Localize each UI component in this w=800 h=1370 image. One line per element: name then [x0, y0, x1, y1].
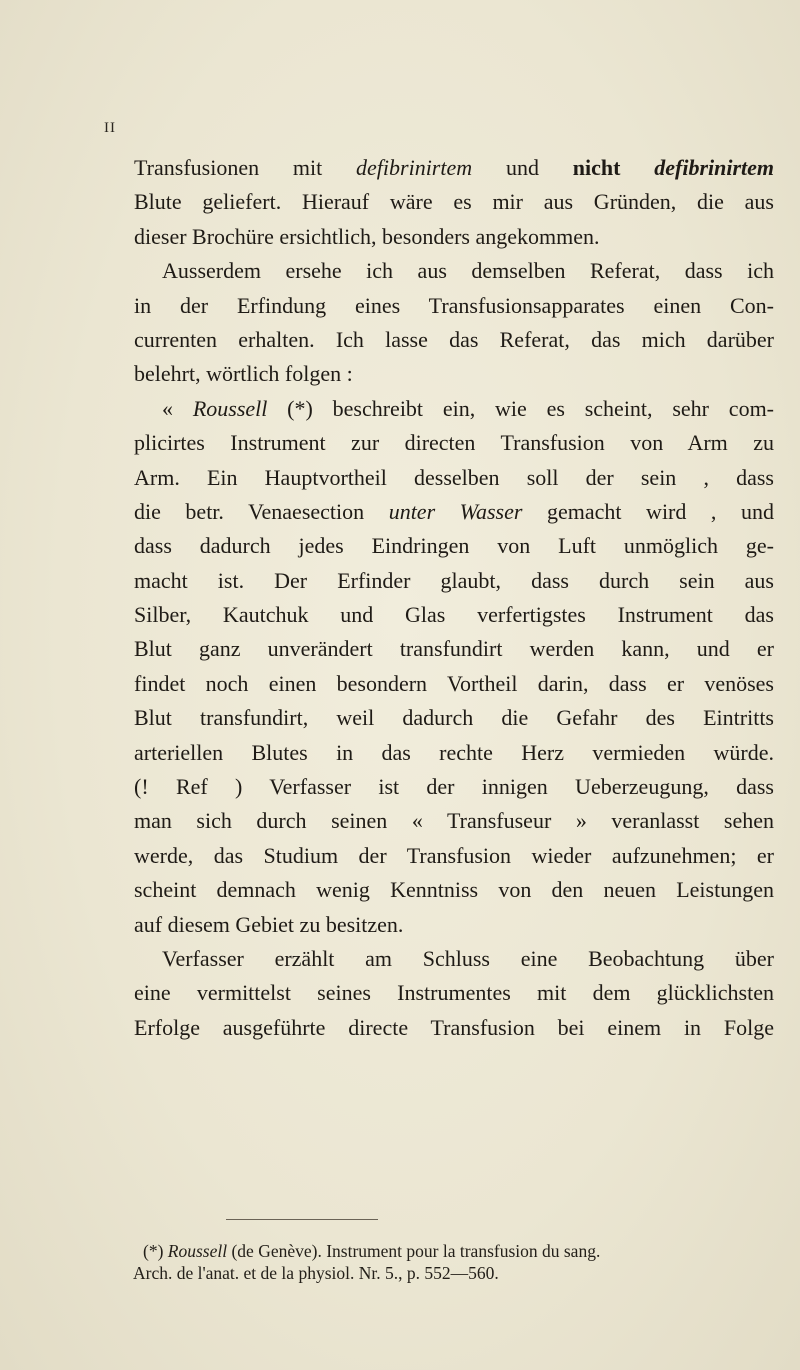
text-run: eine vermittelst seines Instrumentes mit dem glücklichsten [134, 980, 774, 1006]
text-run: findet noch einen besondern Vortheil darin, dass er venöses [134, 670, 774, 696]
text-line [134, 392, 774, 426]
text-line [134, 736, 774, 770]
text-line [134, 564, 774, 598]
text-line [134, 804, 774, 838]
footnote-divider [226, 1219, 378, 1220]
text-run: unter Wasser [388, 498, 523, 524]
text-run: gemacht wird , und [522, 498, 774, 524]
text-run: plicirtes Instrument zur directen Transfusion von Arm zu [134, 430, 774, 456]
text-run: (*) [143, 1241, 168, 1261]
text-line [134, 942, 774, 976]
text-run: « [162, 395, 193, 421]
text-line [134, 976, 774, 1010]
text-run: Blut transfundirt, weil dadurch die Gefahr des Eintritts [134, 705, 774, 731]
footnote-line [133, 1240, 769, 1262]
body-text [134, 151, 774, 1045]
text-line [134, 701, 774, 735]
text-line [134, 495, 774, 529]
text-line [134, 323, 774, 357]
text-run: man sich durch seinen « Transfuseur » veranlasst sehen [134, 808, 774, 834]
text-run: in der Erfindung eines Transfusionsapparates einen Con- [134, 292, 774, 318]
text-run: Transfusionen mit [134, 155, 357, 180]
text-run: Erfolge ausgeführte directe Transfusion bei einem in Folge [134, 1014, 774, 1040]
text-line [134, 289, 774, 323]
footnote [133, 1240, 769, 1284]
text-line [134, 908, 774, 942]
text-line [134, 1011, 774, 1045]
text-run: Arm. Ein Hauptvortheil desselben soll der sein , dass [134, 464, 774, 490]
text-line [134, 357, 774, 391]
text-line [134, 598, 774, 632]
text-line [134, 151, 774, 185]
text-run: Blute geliefert. Hierauf wäre es mir aus Gründen, die aus [134, 189, 774, 215]
text-line [134, 873, 774, 907]
text-run: arteriellen Blutes in das rechte Herz vermieden würde. [134, 739, 774, 765]
text-line [134, 220, 774, 254]
text-run: Ausserdem ersehe ich aus demselben Referat, dass ich [162, 258, 774, 284]
text-line [134, 770, 774, 804]
text-run: Arch. de l'anat. et de la physiol. Nr. 5., p. 552—560. [133, 1263, 499, 1283]
text-run: (de Genève). Instrument pour la transfusion du sang. [227, 1241, 601, 1261]
text-run: belehrt, wörtlich folgen : [134, 361, 353, 387]
text-run: auf diesem Gebiet zu besitzen. [134, 911, 404, 937]
text-run: Roussell [167, 1241, 228, 1261]
text-line [134, 185, 774, 219]
text-run: Silber, Kautchuk und Glas verfertigstes Instrument das [134, 602, 774, 628]
text-line [134, 529, 774, 563]
text-run: Blut ganz unverändert transfundirt werden kann, und er [134, 636, 774, 662]
text-run: werde, das Studium der Transfusion wieder aufzunehmen; er [134, 842, 774, 868]
text-run: (*) beschreibt ein, wie es scheint, sehr com- [267, 395, 775, 421]
text-run: nicht [572, 155, 621, 180]
text-line [134, 461, 774, 495]
text-line [134, 632, 774, 666]
text-line [134, 254, 774, 288]
page-number: II [104, 120, 116, 136]
text-run [620, 155, 654, 180]
text-run: scheint demnach wenig Kenntniss von den neuen Leistungen [134, 877, 774, 903]
text-run: dass dadurch jedes Eindringen von Luft unmöglich ge- [134, 533, 774, 559]
text-run: dieser Brochüre ersichtlich, besonders angekommen. [134, 223, 600, 249]
text-run: die betr. Venaesection [134, 498, 389, 524]
text-run: defibrinirtem [356, 155, 473, 180]
text-run: (! Ref ) Verfasser ist der innigen Ueberzeugung, dass [134, 774, 774, 800]
text-run: Roussell [192, 395, 268, 421]
text-run: und [472, 155, 573, 180]
footnote-line [133, 1262, 769, 1284]
text-run: currenten erhalten. Ich lasse das Referat, das mich darüber [134, 326, 774, 352]
text-run: defibrinirtem [654, 155, 775, 180]
text-run: Verfasser erzählt am Schluss eine Beobachtung über [162, 945, 774, 971]
text-line [134, 426, 774, 460]
text-line [134, 667, 774, 701]
text-line [134, 839, 774, 873]
text-run: macht ist. Der Erfinder glaubt, dass durch sein aus [134, 567, 774, 593]
